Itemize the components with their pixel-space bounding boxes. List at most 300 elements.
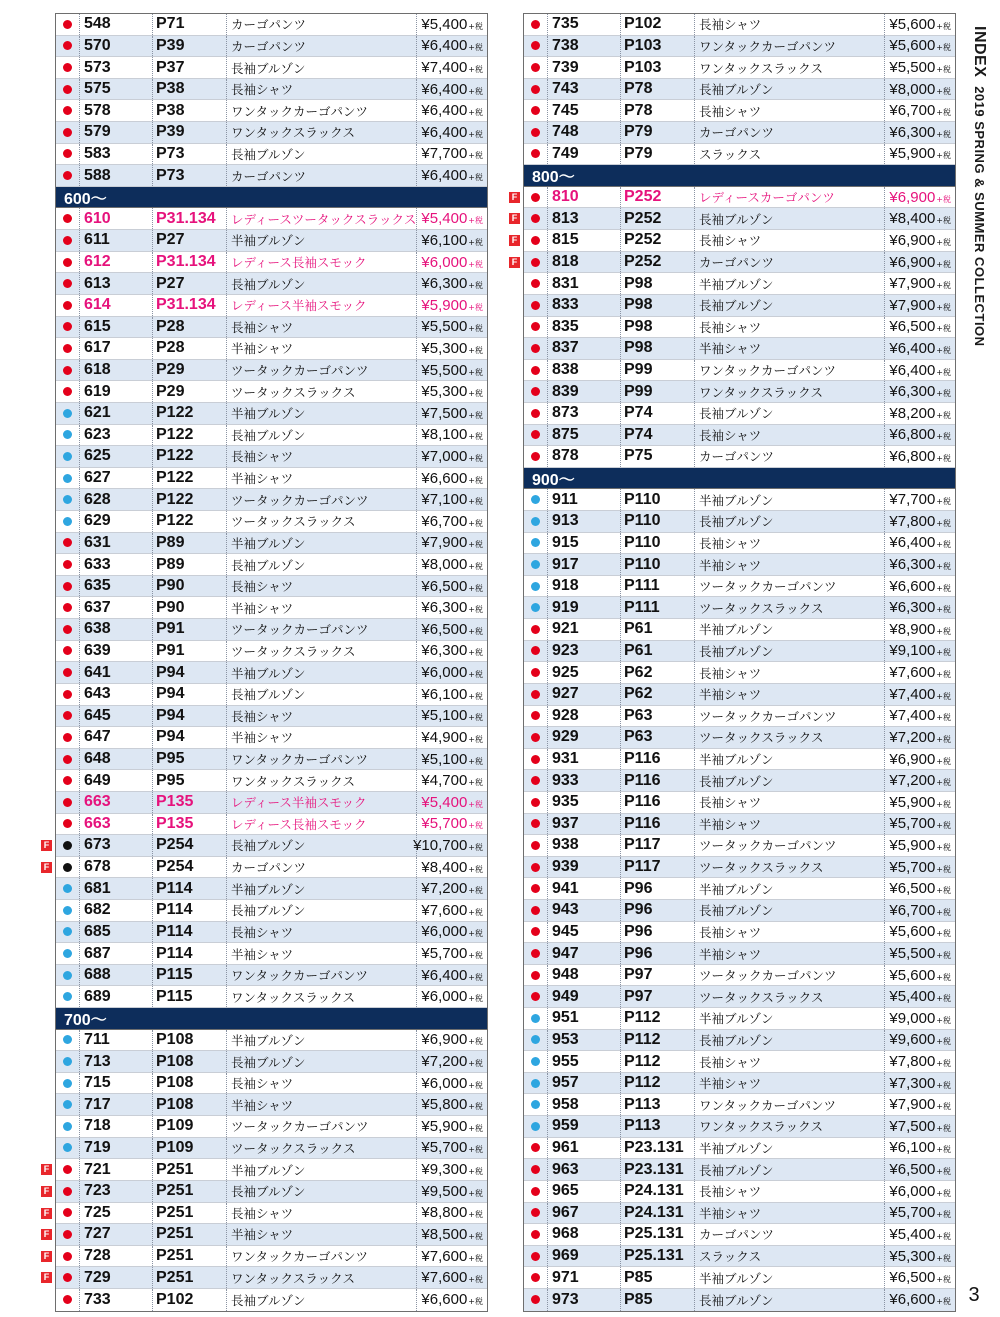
table-row [56,727,487,749]
table-row [56,770,487,792]
item-price [884,144,955,165]
item-price [884,360,955,381]
item-number: 548 [79,14,152,35]
item-price [884,770,955,791]
item-number: 953 [547,1030,620,1051]
table-row [56,1289,487,1311]
item-name: 長袖ブルゾン [226,1289,416,1311]
price-value: ¥7,100 [421,491,468,509]
red-dot-icon [531,193,540,202]
item-name: レディース半袖スモック [226,295,416,316]
item-name: 長袖ブルゾン [226,684,416,705]
item-number: 727 [79,1224,152,1245]
item-price [416,965,487,986]
f-mark-icon: F [509,213,520,224]
page-reference: P97 [620,965,694,986]
item-number: 955 [547,1051,620,1072]
page-reference: P114 [152,878,226,899]
tax-suffix: +税 [936,821,951,831]
page-reference: P39 [152,36,226,57]
table-row [524,1159,955,1181]
red-dot-icon [531,1230,540,1239]
item-price [884,597,955,618]
item-price [416,230,487,251]
price-value: ¥5,600 [889,37,936,55]
page-reference: P109 [152,1116,226,1137]
page-reference: P91 [152,641,226,662]
price-value: ¥7,400 [421,59,468,77]
item-number: 633 [79,554,152,575]
tax-suffix: +税 [468,886,483,896]
tax-suffix: +税 [936,324,951,334]
item-price [884,706,955,727]
item-name: 半袖シャツ [694,814,884,835]
item-name: 長袖シャツ [226,1073,416,1094]
section-header: 600～ [56,187,487,209]
item-number: 951 [547,1008,620,1029]
price-value: ¥7,600 [889,664,936,682]
tax-suffix: +税 [468,129,483,139]
item-name: 長袖シャツ [226,1203,416,1224]
item-number: 678 [79,857,152,878]
tax-suffix: +税 [468,691,483,701]
item-number: 815 [547,230,620,251]
tax-suffix: +税 [468,626,483,636]
tax-suffix: +税 [468,605,483,615]
item-price [884,1073,955,1094]
item-number: 614 [79,295,152,316]
item-name: 半袖ブルゾン [694,1267,884,1288]
tax-suffix: +税 [468,1080,483,1090]
item-price [884,662,955,683]
item-number: 813 [547,208,620,229]
item-name: 長袖シャツ [226,706,416,727]
price-value: ¥6,100 [889,1139,936,1157]
tax-suffix: +税 [936,86,951,96]
item-price [884,317,955,338]
price-value: ¥5,300 [421,383,468,401]
item-name: 長袖シャツ [694,14,884,35]
page-reference: P102 [620,14,694,35]
table-row [524,381,955,403]
tax-suffix: +税 [468,1231,483,1241]
tax-suffix: +税 [468,43,483,53]
item-price [416,57,487,78]
item-name: 長袖シャツ [694,425,884,446]
item-price [416,1289,487,1311]
price-value: ¥6,300 [889,383,936,401]
item-number: 629 [79,511,152,532]
page-reference: P96 [620,922,694,943]
page-reference: P122 [152,489,226,510]
page-reference: P122 [152,511,226,532]
item-price [884,252,955,273]
tax-suffix: +税 [468,151,483,161]
f-mark-icon: F [41,1208,52,1219]
price-value: ¥5,900 [889,145,936,163]
table-row [56,597,487,619]
item-name: 半袖シャツ [226,1094,416,1115]
page-reference: P110 [620,489,694,510]
tax-suffix: +税 [468,1059,483,1069]
item-name: ツータックカーゴパンツ [694,835,884,856]
item-name: 半袖シャツ [694,338,884,359]
item-number: 611 [79,230,152,251]
page-reference: P251 [152,1246,226,1267]
item-price [416,814,487,835]
item-number: 959 [547,1116,620,1137]
item-number: 682 [79,900,152,921]
red-dot-icon [63,387,72,396]
item-name: カーゴパンツ [694,446,884,467]
blue-dot-icon [63,517,72,526]
blue-dot-icon [63,971,72,980]
tax-suffix: +税 [936,605,951,615]
price-value: ¥7,500 [889,1117,936,1135]
item-name: ツータックカーゴパンツ [694,965,884,986]
blue-dot-icon [531,495,540,504]
page-reference: P27 [152,230,226,251]
table-row [56,317,487,339]
page-reference: P122 [152,403,226,424]
table-row [511,230,955,252]
item-name: 長袖ブルゾン [226,273,416,294]
table-row [56,230,487,252]
blue-dot-icon [531,603,540,612]
item-number: 941 [547,878,620,899]
item-name: 半袖シャツ [226,338,416,359]
price-value: ¥7,300 [889,1074,936,1092]
item-name: 長袖シャツ [694,792,884,813]
item-number: 745 [547,100,620,121]
table-row [43,1267,487,1289]
item-number: 573 [79,57,152,78]
red-dot-icon [531,322,540,331]
page-reference: P116 [620,770,694,791]
item-price [884,1159,955,1180]
item-name: 長袖ブルゾン [694,641,884,662]
price-value: ¥7,200 [889,728,936,746]
item-number: 748 [547,122,620,143]
item-price [884,641,955,662]
tax-suffix: +税 [468,1167,483,1177]
f-mark-icon: F [41,1272,52,1283]
table-row [43,857,487,879]
price-value: ¥6,100 [421,685,468,703]
tax-suffix: +税 [936,929,951,939]
table-row [524,1008,955,1030]
tax-suffix: +税 [468,475,483,485]
red-dot-icon [63,171,72,180]
item-name: 長袖ブルゾン [226,835,416,856]
item-number: 969 [547,1246,620,1267]
page-reference: P251 [152,1181,226,1202]
red-dot-icon [63,668,72,677]
page-reference: P29 [152,360,226,381]
item-number: 621 [79,403,152,424]
item-number: 619 [79,381,152,402]
item-price [416,1030,487,1051]
item-number: 627 [79,468,152,489]
item-name: 半袖ブルゾン [226,403,416,424]
item-number: 717 [79,1094,152,1115]
item-price [884,878,955,899]
red-dot-icon [63,106,72,115]
item-name: 半袖ブルゾン [694,489,884,510]
item-number: 713 [79,1051,152,1072]
tax-suffix: +税 [468,799,483,809]
page-reference: P96 [620,943,694,964]
item-price [416,857,487,878]
red-dot-icon [531,85,540,94]
price-value: ¥6,400 [889,361,936,379]
red-dot-icon [531,1252,540,1261]
page-reference: P251 [152,1203,226,1224]
table-row [524,986,955,1008]
item-price [416,792,487,813]
f-mark-icon: F [509,192,520,203]
tax-suffix: +税 [468,756,483,766]
item-price [884,1289,955,1311]
item-number: 929 [547,727,620,748]
page-reference: P252 [620,208,694,229]
item-price [416,425,487,446]
red-dot-icon [63,819,72,828]
table-row [524,835,955,857]
price-value: ¥5,300 [421,339,468,357]
item-number: 973 [547,1289,620,1311]
item-price [884,1051,955,1072]
item-price [416,14,487,35]
item-price [884,100,955,121]
tax-suffix: +税 [468,108,483,118]
item-number: 685 [79,922,152,943]
item-number: 711 [79,1030,152,1051]
table-row [524,36,955,58]
red-dot-icon [531,906,540,915]
item-number: 638 [79,619,152,640]
item-price [416,360,487,381]
item-price [416,122,487,143]
table-row [524,1138,955,1160]
tax-suffix: +税 [936,1059,951,1069]
side-title [966,26,988,366]
table-row [524,1094,955,1116]
item-number: 738 [547,36,620,57]
item-price [416,922,487,943]
price-value: ¥6,000 [889,1182,936,1200]
page-reference: P122 [152,446,226,467]
tax-suffix: +税 [468,972,483,982]
price-value: ¥6,400 [421,37,468,55]
item-number: 915 [547,533,620,554]
price-value: ¥5,900 [889,793,936,811]
tax-suffix: +税 [936,65,951,75]
page-reference: P114 [152,943,226,964]
tax-suffix: +税 [936,281,951,291]
tax-suffix: +税 [936,432,951,442]
item-name: 長袖ブルゾン [694,511,884,532]
item-number: 931 [547,749,620,770]
table-row [524,403,955,425]
item-price [416,511,487,532]
table-row [524,922,955,944]
item-price [416,619,487,640]
item-name: 半袖ブルゾン [226,230,416,251]
item-number: 939 [547,857,620,878]
item-price [416,208,487,229]
item-number: 923 [547,641,620,662]
price-value: ¥6,300 [421,642,468,660]
tax-suffix: +税 [468,389,483,399]
item-name: 半袖シャツ [226,943,416,964]
item-price [413,835,487,856]
item-name: 長袖シャツ [226,576,416,597]
tax-suffix: +税 [936,453,951,463]
item-name: 半袖ブルゾン [694,619,884,640]
item-name: 長袖ブルゾン [694,1289,884,1311]
tax-suffix: +税 [468,21,483,31]
red-dot-icon [63,236,72,245]
tax-suffix: +税 [468,497,483,507]
blue-dot-icon [63,906,72,915]
item-name: スラックス [694,1246,884,1267]
page-reference: P24.131 [620,1203,694,1224]
table-row [56,619,487,641]
item-price [884,273,955,294]
price-value: ¥5,700 [421,1139,468,1157]
item-price [416,554,487,575]
price-value: ¥5,500 [889,59,936,77]
item-name: カーゴパンツ [226,165,416,186]
item-number: 739 [547,57,620,78]
item-price [416,446,487,467]
page-reference: P25.131 [620,1246,694,1267]
blue-dot-icon [531,1035,540,1044]
red-dot-icon [63,1295,72,1304]
item-name: 長袖シャツ [694,100,884,121]
page-reference: P96 [620,900,694,921]
table-row [56,576,487,598]
red-dot-icon [63,41,72,50]
table-row [524,641,955,663]
price-value: ¥6,300 [421,599,468,617]
item-price [884,965,955,986]
page-reference: P94 [152,684,226,705]
price-value: ¥6,500 [421,577,468,595]
item-number: 837 [547,338,620,359]
item-price [884,1246,955,1267]
price-value: ¥9,500 [421,1182,468,1200]
item-name: 長袖シャツ [694,317,884,338]
item-number: 588 [79,165,152,186]
item-name: ワンタックスラックス [694,1116,884,1137]
item-price [884,922,955,943]
side-title-collection: 2019 SPRING & SUMMER COLLECTION [972,86,987,347]
table-row [56,403,487,425]
table-row [524,770,955,792]
item-number: 618 [79,360,152,381]
item-name: 長袖ブルゾン [694,295,884,316]
item-number: 919 [547,597,620,618]
item-number: 575 [79,79,152,100]
item-name: 半袖シャツ [694,1203,884,1224]
blue-dot-icon [63,1057,72,1066]
table-row [524,965,955,987]
item-price [416,1094,487,1115]
red-dot-icon [531,798,540,807]
item-price [884,727,955,748]
red-dot-icon [531,971,540,980]
item-price [884,489,955,510]
red-dot-icon [63,322,72,331]
tax-suffix: +税 [468,259,483,269]
tax-suffix: +税 [936,842,951,852]
item-number: 615 [79,317,152,338]
item-name: カーゴパンツ [226,14,416,35]
price-value: ¥7,900 [889,296,936,314]
blue-dot-icon [63,1122,72,1131]
table-row [524,1051,955,1073]
blue-dot-icon [63,495,72,504]
item-number: 718 [79,1116,152,1137]
item-name: 長袖ブルゾン [694,770,884,791]
item-name: 長袖ブルゾン [694,900,884,921]
item-price [884,533,955,554]
tax-suffix: +税 [468,670,483,680]
tax-suffix: +税 [936,951,951,960]
tax-suffix: +税 [468,518,483,528]
red-dot-icon [63,63,72,72]
red-dot-icon [531,819,540,828]
item-price [416,1073,487,1094]
item-name: ワンタックカーゴパンツ [694,1094,884,1115]
item-number: 971 [547,1267,620,1288]
red-dot-icon [531,841,540,850]
page-reference: P79 [620,144,694,165]
tax-suffix: +税 [936,562,951,572]
page-reference: P27 [152,273,226,294]
table-row [524,511,955,533]
page-reference: P254 [152,835,226,856]
red-dot-icon [63,733,72,742]
item-number: 875 [547,425,620,446]
price-value: ¥8,500 [421,1225,468,1243]
page-reference: P37 [152,57,226,78]
table-row [524,1181,955,1203]
table-row [56,381,487,403]
table-row [524,1203,955,1225]
item-name: 半袖シャツ [226,468,416,489]
table-row [56,144,487,166]
item-name: 半袖シャツ [694,684,884,705]
item-number: 957 [547,1073,620,1094]
page-reference: P110 [620,533,694,554]
red-dot-icon [63,366,72,375]
item-name: ツータックカーゴパンツ [226,1116,416,1137]
item-price [416,684,487,705]
item-number: 878 [547,446,620,467]
item-price [416,749,487,770]
item-name: ワンタックスラックス [226,122,416,143]
f-mark-icon: F [41,1229,52,1240]
tax-suffix: +税 [468,237,483,247]
index-column-right [511,13,956,1312]
tax-suffix: +税 [936,216,951,226]
red-dot-icon [63,214,72,223]
price-value: ¥5,500 [421,361,468,379]
item-price [416,1159,487,1180]
